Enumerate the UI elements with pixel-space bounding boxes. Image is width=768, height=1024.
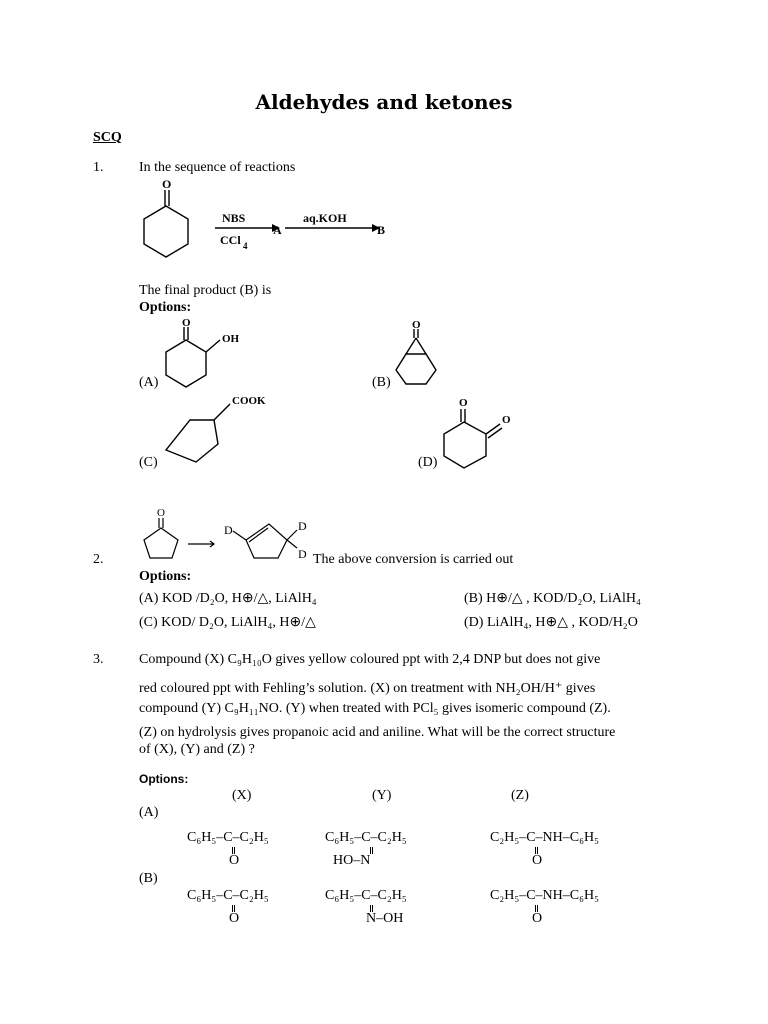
- q3-a-x-formula: C₆H₅–C–C₂H₅: [187, 830, 269, 845]
- q3-header-x: (X): [232, 788, 252, 803]
- q2-option-a-text: KOD /D₂O, H⊕/△, LiAlH₄: [161, 591, 317, 606]
- q3-line-5: of (X), (Y) and (Z) ?: [139, 742, 255, 757]
- q2-option-c-label: (C): [139, 615, 158, 630]
- page-title: Aldehydes and ketones: [255, 90, 513, 114]
- q2-number: 2.: [93, 552, 104, 567]
- q1-option-a-label[interactable]: (A): [139, 375, 159, 390]
- q3-b-z-formula: C₂H₅–C–NH–C₆H₅: [490, 888, 599, 903]
- q2-options-label: Options:: [139, 569, 192, 584]
- q3-b-x-below: O: [229, 911, 240, 926]
- q1-option-a-structure: [160, 318, 260, 388]
- q1-options-label: Options:: [139, 300, 192, 315]
- q2-conversion-scheme: [140, 506, 320, 568]
- q1-a-oh: OH: [222, 333, 240, 345]
- q3-option-a-label[interactable]: (A): [139, 805, 159, 820]
- q2-option-a[interactable]: [139, 590, 317, 607]
- q1-option-d-label[interactable]: (D): [418, 455, 438, 470]
- q1-option-c-label[interactable]: (C): [139, 455, 158, 470]
- q1-reagent-koh: aq.KOH: [303, 211, 347, 225]
- q3-header-y: (Y): [372, 788, 392, 803]
- q1-stem: In the sequence of reactions: [139, 160, 296, 175]
- q1-number: 1.: [93, 160, 104, 175]
- q2-option-c-text: KOD/ D₂O, LiAlH₄, H⊕/△: [161, 615, 316, 630]
- q1-c-cook: COOK: [232, 395, 266, 407]
- q2-option-d-label: (D): [464, 615, 484, 630]
- q3-number: 3.: [93, 652, 104, 667]
- q1-intermediate-a: A: [273, 223, 282, 237]
- q2-option-b-label: (B): [464, 591, 483, 606]
- q2-option-b[interactable]: [464, 590, 641, 607]
- q3-header-z: (Z): [511, 788, 529, 803]
- q1-option-c-structure: [158, 392, 278, 472]
- q1-b-o: O: [412, 319, 421, 331]
- q1-a-o: O: [182, 317, 191, 329]
- q2-d3: D: [298, 547, 307, 561]
- q1-reagent-ccl-sub: 4: [243, 241, 248, 251]
- q1-d-o1: O: [459, 397, 468, 409]
- q2-option-b-text: H⊕/△ , KOD/D₂O, LiAlH₄: [486, 591, 641, 606]
- section-heading: SCQ: [93, 130, 122, 145]
- q1-reagent-nbs: NBS: [222, 211, 246, 225]
- q3-line-3: compound (Y) C₉H₁₁NO. (Y) when treated with PCl₅ gives isomeric compound (Z).: [139, 701, 611, 716]
- q3-b-y-below: N–OH: [366, 911, 404, 926]
- q3-a-x-below: O: [229, 853, 240, 868]
- q1-option-d-structure: [436, 394, 526, 474]
- q2-d2: D: [298, 519, 307, 533]
- q2-option-a-label: (A): [139, 591, 159, 606]
- q2-option-d[interactable]: [464, 614, 638, 631]
- q3-line-1: Compound (X) C₉H₁₀O gives yellow coloured ppt with 2,4 DNP but does not give: [139, 652, 601, 667]
- q1-option-b-structure: [390, 318, 450, 390]
- q3-a-y-double-bond: [370, 847, 373, 854]
- q1-reagent-ccl: CCl: [220, 233, 241, 247]
- q3-b-z-below: O: [532, 911, 543, 926]
- q3-b-x-formula: C₆H₅–C–C₂H₅: [187, 888, 269, 903]
- q3-options-label: Options:: [139, 772, 189, 786]
- q3-a-z-below: O: [532, 853, 543, 868]
- q1-product-b: B: [377, 223, 386, 237]
- q1-reaction-scheme: [130, 176, 400, 276]
- q2-o: O: [157, 507, 165, 519]
- q3-b-y-formula: C₆H₅–C–C₂H₅: [325, 888, 407, 903]
- q3-line-4: (Z) on hydrolysis gives propanoic acid and aniline. What will be the correct structure: [139, 725, 616, 740]
- q1-d-o2: O: [502, 414, 511, 426]
- q3-line-2: red coloured ppt with Fehling’s solution. (X) on treatment with NH₂OH/H⁺ gives: [139, 681, 596, 696]
- q2-stem: The above conversion is carried out: [313, 552, 514, 567]
- q1-option-b-label[interactable]: (B): [372, 375, 391, 390]
- q1-ketone-o: O: [162, 177, 172, 191]
- q3-a-z-formula: C₂H₅–C–NH–C₆H₅: [490, 830, 599, 845]
- q3-a-y-below: HO–N: [333, 853, 371, 868]
- cyclopentanone-ring: [144, 528, 178, 558]
- q3-option-b-label[interactable]: (B): [139, 871, 158, 886]
- q2-option-c[interactable]: [139, 614, 316, 631]
- q3-a-y-formula: C₆H₅–C–C₂H₅: [325, 830, 407, 845]
- q2-option-d-text: LiAlH₄, H⊕△ , KOD/H₂O: [486, 615, 638, 630]
- cyclohexanone-ring: [144, 206, 188, 257]
- q1-question: The final product (B) is: [139, 283, 272, 298]
- q2-d1: D: [224, 523, 233, 537]
